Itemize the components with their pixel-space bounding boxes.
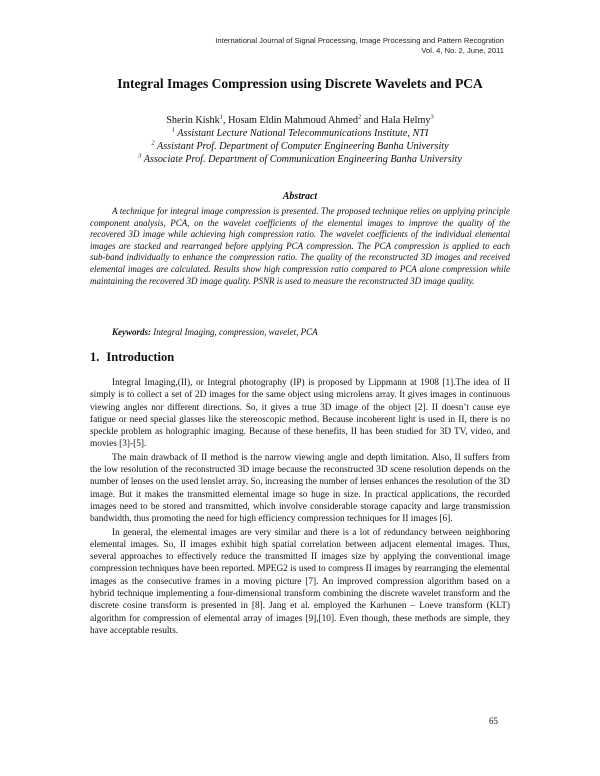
journal-name: International Journal of Signal Processing, Image Processing and Pattern Recognition xyxy=(215,36,504,45)
affiliation-3: $^3$ Associate Prof. Department of Communication Engineering Banha University xyxy=(138,152,462,165)
abstract-text: A technique for integral image compression is presented. The proposed technique relies on applying principle component analysis, PCA, on the wavelet coefficients of the elemental images to improve the quality of the recovered 3D image while achieving high compression ratio. The wavelet coefficients of the individual elemental images are stacked and rearranged before applying PCA compression. The PCA compression is applied to each sub-band individually to enhance the compression ratio. The quality of the reconstructed 3D images and received elemental images are calculated. Results show high compression ratio compared to PCA alone compression while maintaining the recovered 3D image quality. PSNR is used to measure the reconstructed 3D image quality. xyxy=(90,206,510,286)
abstract-heading: Abstract xyxy=(282,191,318,202)
author-block xyxy=(0,114,600,166)
section-number: 1. xyxy=(90,350,100,364)
author-name: Sherin Kishk xyxy=(166,115,220,126)
author-line xyxy=(0,114,600,127)
section-heading xyxy=(90,350,174,365)
keywords xyxy=(112,327,512,337)
author-name: and Hala Helmy xyxy=(361,115,431,126)
page-number: 65 xyxy=(489,716,498,726)
section-title: Introduction xyxy=(106,350,175,364)
paragraph: In general, the elemental images are very similar and there is a lot of redundancy between neighboring elemental images. So, II images exhibit high spatial correlation between adjacent elemental images. Thus, several approaches to effectively reduce the transmitted II images size by applying the conventional image compression techniques have been reported. MPEG2 is used to compress II images by rearranging the elemental images as the consecutive frames in a moving picture [7]. An improved compression algorithm based on a hybrid technique implementing a four-dimensional transform combining the discrete wavelet transform and the discrete cosine transform is presented in [8]. Jang et al. employed the Karhunen – Loeve transform (KLT) algorithm for compression of elemental array of images [9],[10]. Even though, these methods are simple, they have acceptable results. xyxy=(90,527,510,636)
paragraph: Integral Imaging,(II), or Integral photography (IP) is proposed by Lippmann at 1908 [1].The idea of II simply is to collect a set of 2D images for the same object using microlens array. It gives images in continuous viewing angles nor different directions. So, it gives a true 3D image of the object [2]. II doesn’t cause eye fatigue or need special glasses like the stereoscopic method. Because incoherent light is used in II, there is no speckle problem as holographic imaging. Because of these benefits, II has been studied for 3D TV, video, and movies [3]-[5]. xyxy=(90,378,510,450)
paper-title: Integral Images Compression using Discrete Wavelets and PCA xyxy=(117,76,483,91)
affiliation-1: $^1$ Assistant Lecture National Telecommunications Institute, NTI xyxy=(171,126,429,139)
author-sup: 1 xyxy=(219,113,223,121)
body-text xyxy=(90,377,510,638)
journal-volume: Vol. 4, No. 2, June, 2011 xyxy=(421,46,504,55)
keywords-text: Integral Imaging, compression, wavelet, PCA xyxy=(151,327,318,337)
author-sup: 3 xyxy=(430,113,434,121)
paragraph: The main drawback of II method is the narrow viewing angle and depth limitation. Also, II suffers from the low resolution of the reconstructed 3D image because the reconstructed 3D scene resolution depends on the number of lenses on the used lenslet array. So, increasing the number of lenses enhances the resolution of the 3D image. But it makes the transmitted elemental image so huge in size. In practical applications, the recorded images need to be stored and transmitted, which involve considerable storage capacity and large transmission bandwidth, thus promoting the need for high efficiency compression techniques for II images [6]. xyxy=(90,452,510,525)
keywords-label: Keywords: xyxy=(112,327,151,337)
journal-header xyxy=(215,36,504,56)
author-name: , Hosam Eldin Mahmoud Ahmed xyxy=(222,115,358,126)
affiliation-2: $^2$ Assistant Prof. Department of Computer Engineering Banha University xyxy=(151,139,449,152)
author-sup: 2 xyxy=(357,113,362,121)
